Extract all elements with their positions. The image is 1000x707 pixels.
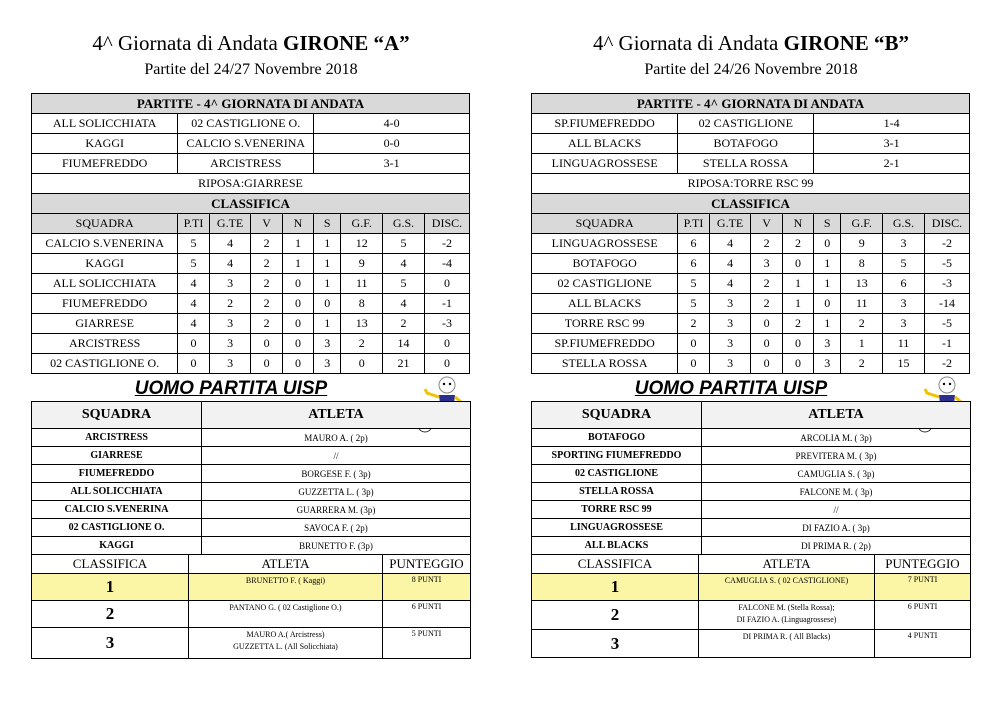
rank-athlete: DI PRIMA R. ( All Blacks) xyxy=(742,632,831,641)
rank-athletes xyxy=(189,628,383,659)
rank-col-classifica: CLASSIFICA xyxy=(32,555,189,574)
stat-cell: 11 xyxy=(883,334,925,354)
stat-cell: -14 xyxy=(924,294,969,314)
stat-cell: 3 xyxy=(883,314,925,334)
stat-cell: 6 xyxy=(678,254,709,274)
stat-cell: 5 xyxy=(178,234,209,254)
standings-row xyxy=(32,354,470,374)
mvp-row xyxy=(32,483,471,501)
rank-athletes xyxy=(699,630,875,658)
mvp-team: TORRE RSC 99 xyxy=(532,501,702,519)
team-name: BOTAFOGO xyxy=(532,254,678,274)
stat-cell: 3 xyxy=(209,314,251,334)
mvp-row xyxy=(532,429,971,447)
rank-position: 1 xyxy=(532,574,699,601)
rank-col-punteggio: PUNTEGGIO xyxy=(383,555,471,574)
ranking-table xyxy=(31,554,471,659)
stat-cell: -2 xyxy=(924,234,969,254)
page-subtitle: Partite del 24/26 Novembre 2018 xyxy=(644,61,858,78)
stat-cell: 3 xyxy=(883,234,925,254)
standings-columns xyxy=(32,214,470,234)
stat-cell: 0 xyxy=(678,354,709,374)
stat-cell: -2 xyxy=(924,354,969,374)
team-name: STELLA ROSSA xyxy=(532,354,678,374)
col-header: G.F. xyxy=(841,214,883,234)
mvp-player: DI FAZIO A. ( 3p) xyxy=(702,519,971,537)
stat-cell: 2 xyxy=(251,294,282,314)
standings-header: CLASSIFICA xyxy=(532,194,970,214)
col-header: DISC. xyxy=(924,214,969,234)
stat-cell: -5 xyxy=(924,314,969,334)
rank-athlete: CAMUGLIA S. ( 02 CASTIGLIONE) xyxy=(724,576,849,585)
team-name: 02 CASTIGLIONE O. xyxy=(32,354,178,374)
stat-cell: 6 xyxy=(883,274,925,294)
stat-cell: 1 xyxy=(814,254,841,274)
match-score: 4-0 xyxy=(314,114,470,134)
rank-athletes xyxy=(699,601,875,630)
rank-position: 1 xyxy=(32,574,189,601)
mvp-team: 02 CASTIGLIONE xyxy=(532,465,702,483)
mvp-player: CAMUGLIA S. ( 3p) xyxy=(702,465,971,483)
rank-col-classifica: CLASSIFICA xyxy=(532,555,699,574)
matches-header: PARTITE - 4^ GIORNATA DI ANDATA xyxy=(32,94,470,114)
stat-cell: 3 xyxy=(709,354,751,374)
stat-cell: 1 xyxy=(841,334,883,354)
mvp-team: FIUMEFREDDO xyxy=(32,465,202,483)
rank-athlete: FALCONE M. (Stella Rossa); xyxy=(738,603,835,612)
stat-cell: 0 xyxy=(751,314,782,334)
mvp-player: BRUNETTO F. (3p) xyxy=(202,537,471,555)
mvp-col-team: SQUADRA xyxy=(32,402,202,429)
ranking-row xyxy=(532,630,971,658)
stat-cell: 4 xyxy=(178,274,209,294)
mvp-player: GUZZETTA L. ( 3p) xyxy=(202,483,471,501)
ranking-row xyxy=(32,628,471,659)
match-away: BOTAFOGO xyxy=(678,134,814,154)
stat-cell: 2 xyxy=(751,234,782,254)
title-text: 4^ Giornata di Andata xyxy=(592,31,779,55)
stat-cell: 9 xyxy=(841,234,883,254)
stat-cell: 0 xyxy=(751,334,782,354)
rank-athletes xyxy=(699,574,875,601)
team-name: TORRE RSC 99 xyxy=(532,314,678,334)
standings-row xyxy=(32,274,470,294)
stat-cell: 2 xyxy=(251,314,282,334)
mvp-player: ARCOLIA M. ( 3p) xyxy=(702,429,971,447)
stat-cell: 3 xyxy=(709,334,751,354)
stat-cell: 0 xyxy=(251,354,282,374)
stat-cell: 11 xyxy=(841,294,883,314)
stat-cell: 0 xyxy=(814,234,841,254)
stat-cell: 1 xyxy=(814,314,841,334)
stat-cell: 4 xyxy=(209,254,251,274)
standings-row xyxy=(532,354,970,374)
stat-cell: 2 xyxy=(782,314,813,334)
standings-row xyxy=(532,334,970,354)
stat-cell: 3 xyxy=(209,274,251,294)
stat-cell: 4 xyxy=(709,254,751,274)
mvp-row xyxy=(532,501,971,519)
standings-header: CLASSIFICA xyxy=(32,194,470,214)
stat-cell: -3 xyxy=(924,274,969,294)
stat-cell: 2 xyxy=(251,274,282,294)
mvp-row xyxy=(32,501,471,519)
stat-cell: 0 xyxy=(282,294,313,314)
rank-points: 6 PUNTI xyxy=(383,601,471,628)
match-away: 02 CASTIGLIONE O. xyxy=(178,114,314,134)
mvp-table xyxy=(531,401,971,555)
stat-cell: 0 xyxy=(178,354,209,374)
mvp-row xyxy=(32,429,471,447)
rank-points: 5 PUNTI xyxy=(383,628,471,659)
stat-cell: 2 xyxy=(251,254,282,274)
team-name: SP.FIUMEFREDDO xyxy=(532,334,678,354)
mvp-player: // xyxy=(702,501,971,519)
mvp-row xyxy=(32,519,471,537)
stat-cell: 1 xyxy=(282,234,313,254)
match-home: ALL BLACKS xyxy=(532,134,678,154)
stat-cell: 3 xyxy=(209,354,251,374)
match-home: LINGUAGROSSESE xyxy=(532,154,678,174)
col-header: V xyxy=(251,214,282,234)
stat-cell: -2 xyxy=(424,234,469,254)
page-subtitle: Partite del 24/27 Novembre 2018 xyxy=(144,61,358,78)
riposa-text: RIPOSA:TORRE RSC 99 xyxy=(532,174,970,194)
stat-cell: 4 xyxy=(709,274,751,294)
rank-athlete: BRUNETTO F. ( Kaggi) xyxy=(245,576,326,585)
match-away: 02 CASTIGLIONE xyxy=(678,114,814,134)
stat-cell: 2 xyxy=(383,314,425,334)
mvp-team: ARCISTRESS xyxy=(32,429,202,447)
mvp-team: BOTAFOGO xyxy=(532,429,702,447)
stat-cell: 3 xyxy=(814,354,841,374)
standings-row xyxy=(32,314,470,334)
stat-cell: 3 xyxy=(314,354,341,374)
stat-cell: 5 xyxy=(383,234,425,254)
mvp-table xyxy=(31,401,471,555)
mvp-col-player: ATLETA xyxy=(702,402,971,429)
match-home: FIUMEFREDDO xyxy=(32,154,178,174)
rank-points: 7 PUNTI xyxy=(875,574,971,601)
stat-cell: 3 xyxy=(314,334,341,354)
standings-body xyxy=(32,234,470,374)
team-name: ALL SOLICCHIATA xyxy=(32,274,178,294)
rank-position: 3 xyxy=(32,628,189,659)
match-score: 2-1 xyxy=(814,154,970,174)
stat-cell: 0 xyxy=(341,354,383,374)
col-header: N xyxy=(782,214,813,234)
stat-cell: 9 xyxy=(341,254,383,274)
mvp-col-player: ATLETA xyxy=(202,402,471,429)
match-score: 3-1 xyxy=(814,134,970,154)
col-header: G.TE xyxy=(709,214,751,234)
col-header: SQUADRA xyxy=(532,214,678,234)
stat-cell: 2 xyxy=(678,314,709,334)
match-row xyxy=(532,154,970,174)
col-header: G.F. xyxy=(341,214,383,234)
team-name: ARCISTRESS xyxy=(32,334,178,354)
page-title xyxy=(31,30,471,56)
matches-standings-table xyxy=(31,93,470,374)
mvp-player: // xyxy=(202,447,471,465)
standings-columns xyxy=(532,214,970,234)
stat-cell: 3 xyxy=(209,334,251,354)
mvp-player: DI PRIMA R. ( 2p) xyxy=(702,537,971,555)
match-home: KAGGI xyxy=(32,134,178,154)
ranking-row xyxy=(32,601,471,628)
stat-cell: 4 xyxy=(178,294,209,314)
team-name: CALCIO S.VENERINA xyxy=(32,234,178,254)
rank-athlete: PANTANO G. ( 02 Castiglione O.) xyxy=(229,603,342,612)
match-row xyxy=(32,134,470,154)
stat-cell: 2 xyxy=(841,354,883,374)
stat-cell: 5 xyxy=(383,274,425,294)
match-away: ARCISTRESS xyxy=(178,154,314,174)
mvp-team: CALCIO S.VENERINA xyxy=(32,501,202,519)
col-header: V xyxy=(751,214,782,234)
mvp-team: GIARRESE xyxy=(32,447,202,465)
mvp-body xyxy=(32,429,471,555)
mvp-row xyxy=(532,447,971,465)
stat-cell: 1 xyxy=(314,254,341,274)
standings-row xyxy=(32,234,470,254)
stat-cell: 0 xyxy=(751,354,782,374)
match-row xyxy=(32,154,470,174)
mvp-team: ALL SOLICCHIATA xyxy=(32,483,202,501)
stat-cell: 8 xyxy=(341,294,383,314)
stat-cell: 0 xyxy=(251,334,282,354)
col-header: S xyxy=(314,214,341,234)
stat-cell: 2 xyxy=(251,234,282,254)
stat-cell: 12 xyxy=(341,234,383,254)
stat-cell: 4 xyxy=(209,234,251,254)
mvp-body xyxy=(532,429,971,555)
match-score: 3-1 xyxy=(314,154,470,174)
stat-cell: 0 xyxy=(282,314,313,334)
stat-cell: 0 xyxy=(424,274,469,294)
stat-cell: 0 xyxy=(782,354,813,374)
stat-cell: 4 xyxy=(709,234,751,254)
standings-row xyxy=(532,314,970,334)
mvp-team: KAGGI xyxy=(32,537,202,555)
uomo-partita-title: UOMO PARTITA UISP xyxy=(634,378,828,399)
standings-row xyxy=(32,294,470,314)
mvp-team: 02 CASTIGLIONE O. xyxy=(32,519,202,537)
stat-cell: -1 xyxy=(924,334,969,354)
col-header: S xyxy=(814,214,841,234)
title-text: 4^ Giornata di Andata xyxy=(92,31,278,55)
rank-position: 3 xyxy=(532,630,699,658)
col-header: DISC. xyxy=(424,214,469,234)
col-header: G.S. xyxy=(883,214,925,234)
riposa-text: RIPOSA:GIARRESE xyxy=(32,174,470,194)
stat-cell: 3 xyxy=(814,334,841,354)
rank-position: 2 xyxy=(32,601,189,628)
ranking-row xyxy=(32,574,471,601)
mvp-row xyxy=(532,483,971,501)
rank-col-punteggio: PUNTEGGIO xyxy=(875,555,971,574)
ranking-row xyxy=(532,574,971,601)
stat-cell: 13 xyxy=(841,274,883,294)
standings-row xyxy=(532,254,970,274)
stat-cell: 4 xyxy=(178,314,209,334)
stat-cell: 4 xyxy=(383,254,425,274)
mvp-col-team: SQUADRA xyxy=(532,402,702,429)
match-score: 1-4 xyxy=(814,114,970,134)
rank-position: 2 xyxy=(532,601,699,630)
stat-cell: 5 xyxy=(178,254,209,274)
stat-cell: 3 xyxy=(709,314,751,334)
stat-cell: 1 xyxy=(314,234,341,254)
title-group: GIRONE “A” xyxy=(283,31,410,55)
mvp-player: GUARRERA M. (3p) xyxy=(202,501,471,519)
standings-row xyxy=(532,294,970,314)
match-home: ALL SOLICCHIATA xyxy=(32,114,178,134)
rank-col-atleta: ATLETA xyxy=(699,555,875,574)
stat-cell: -3 xyxy=(424,314,469,334)
mvp-row xyxy=(32,465,471,483)
stat-cell: 11 xyxy=(341,274,383,294)
match-row xyxy=(532,114,970,134)
stat-cell: 0 xyxy=(424,354,469,374)
mvp-player: PREVITERA M. ( 3p) xyxy=(702,447,971,465)
stat-cell: 0 xyxy=(282,274,313,294)
ranking-row xyxy=(532,601,971,630)
stat-cell: 0 xyxy=(282,354,313,374)
stat-cell: 5 xyxy=(678,294,709,314)
stat-cell: 6 xyxy=(678,234,709,254)
mvp-team: SPORTING FIUMEFREDDO xyxy=(532,447,702,465)
stat-cell: 2 xyxy=(751,294,782,314)
stat-cell: 3 xyxy=(709,294,751,314)
rank-athlete: MAURO A.( Arcistress) xyxy=(246,630,325,639)
team-name: LINGUAGROSSESE xyxy=(532,234,678,254)
col-header: N xyxy=(282,214,313,234)
match-home: SP.FIUMEFREDDO xyxy=(532,114,678,134)
stat-cell: -1 xyxy=(424,294,469,314)
stat-cell: 4 xyxy=(383,294,425,314)
stat-cell: -5 xyxy=(924,254,969,274)
rank-points: 6 PUNTI xyxy=(875,601,971,630)
stat-cell: 1 xyxy=(782,274,813,294)
mvp-row xyxy=(532,519,971,537)
title-group: GIRONE “B” xyxy=(783,31,910,55)
rank-athletes xyxy=(189,601,383,628)
stat-cell: 0 xyxy=(782,334,813,354)
stat-cell: 1 xyxy=(282,254,313,274)
stat-cell: 13 xyxy=(341,314,383,334)
stat-cell: 0 xyxy=(282,334,313,354)
match-row xyxy=(532,134,970,154)
stat-cell: 1 xyxy=(814,274,841,294)
rank-points: 8 PUNTI xyxy=(383,574,471,601)
team-name: GIARRESE xyxy=(32,314,178,334)
mvp-row xyxy=(532,465,971,483)
stat-cell: 0 xyxy=(814,294,841,314)
col-header: G.S. xyxy=(383,214,425,234)
team-name: FIUMEFREDDO xyxy=(32,294,178,314)
stat-cell: 5 xyxy=(678,274,709,294)
stat-cell: 0 xyxy=(178,334,209,354)
stat-cell: 3 xyxy=(883,294,925,314)
uomo-partita-title: UOMO PARTITA UISP xyxy=(134,378,328,399)
col-header: G.TE xyxy=(209,214,251,234)
match-away: STELLA ROSSA xyxy=(678,154,814,174)
team-name: 02 CASTIGLIONE xyxy=(532,274,678,294)
stat-cell: 2 xyxy=(751,274,782,294)
mvp-row xyxy=(532,537,971,555)
standings-row xyxy=(32,334,470,354)
standings-row xyxy=(532,274,970,294)
stat-cell: 0 xyxy=(424,334,469,354)
match-row xyxy=(32,114,470,134)
col-header: P.TI xyxy=(178,214,209,234)
stat-cell: 2 xyxy=(341,334,383,354)
page-title xyxy=(531,30,971,56)
stat-cell: -4 xyxy=(424,254,469,274)
rank-athlete: DI FAZIO A. (Linguagrossese) xyxy=(736,615,837,624)
mvp-team: ALL BLACKS xyxy=(532,537,702,555)
stat-cell: 2 xyxy=(782,234,813,254)
rank-col-atleta: ATLETA xyxy=(189,555,383,574)
team-name: KAGGI xyxy=(32,254,178,274)
standings-body xyxy=(532,234,970,374)
matches-header: PARTITE - 4^ GIORNATA DI ANDATA xyxy=(532,94,970,114)
match-away: CALCIO S.VENERINA xyxy=(178,134,314,154)
stat-cell: 0 xyxy=(782,254,813,274)
mvp-row xyxy=(32,537,471,555)
mvp-player: SAVOCA F. ( 2p) xyxy=(202,519,471,537)
stat-cell: 2 xyxy=(841,314,883,334)
stat-cell: 0 xyxy=(314,294,341,314)
team-name: ALL BLACKS xyxy=(532,294,678,314)
stat-cell: 21 xyxy=(383,354,425,374)
col-header: SQUADRA xyxy=(32,214,178,234)
standings-row xyxy=(532,234,970,254)
stat-cell: 14 xyxy=(383,334,425,354)
mvp-team: STELLA ROSSA xyxy=(532,483,702,501)
stat-cell: 0 xyxy=(678,334,709,354)
rank-points: 4 PUNTI xyxy=(875,630,971,658)
rank-athlete: GUZZETTA L. (All Solicchiata) xyxy=(233,642,338,651)
stat-cell: 8 xyxy=(841,254,883,274)
mvp-row xyxy=(32,447,471,465)
rank-athletes xyxy=(189,574,383,601)
ranking-table xyxy=(531,554,971,658)
stat-cell: 15 xyxy=(883,354,925,374)
mvp-player: MAURO A. ( 2p) xyxy=(202,429,471,447)
stat-cell: 1 xyxy=(782,294,813,314)
matches-standings-table xyxy=(531,93,970,374)
mvp-team: LINGUAGROSSESE xyxy=(532,519,702,537)
stat-cell: 5 xyxy=(883,254,925,274)
stat-cell: 2 xyxy=(209,294,251,314)
match-score: 0-0 xyxy=(314,134,470,154)
mvp-player: FALCONE M. ( 3p) xyxy=(702,483,971,501)
stat-cell: 1 xyxy=(314,314,341,334)
stat-cell: 3 xyxy=(751,254,782,274)
mvp-player: BORGESE F. ( 3p) xyxy=(202,465,471,483)
standings-row xyxy=(32,254,470,274)
stat-cell: 1 xyxy=(314,274,341,294)
col-header: P.TI xyxy=(678,214,709,234)
